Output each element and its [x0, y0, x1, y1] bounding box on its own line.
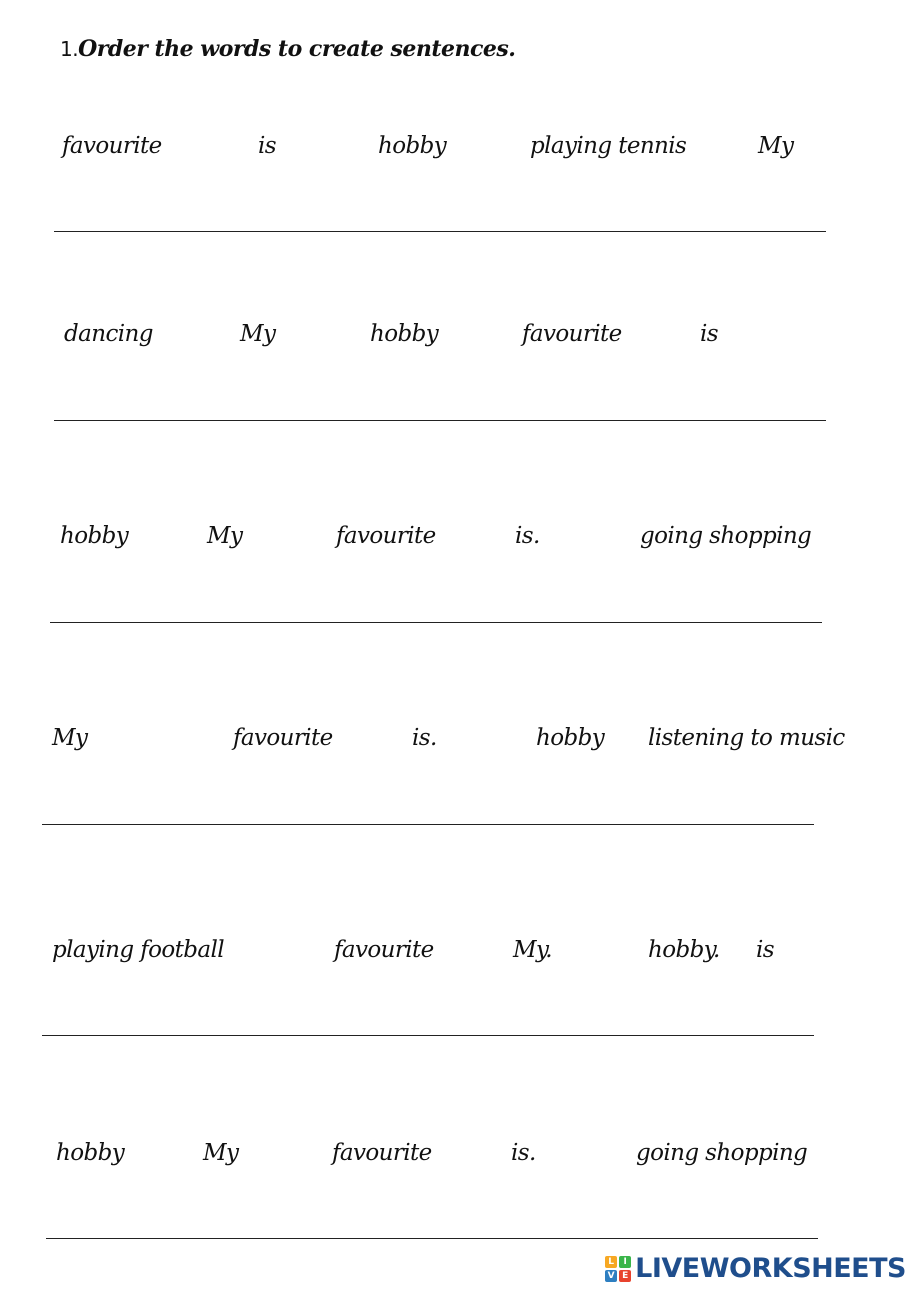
- word-tile[interactable]: favourite: [336, 523, 436, 549]
- word-tile[interactable]: playing football: [52, 937, 224, 963]
- word-tile[interactable]: favourite: [62, 133, 162, 159]
- exercise-1-answer-line[interactable]: [54, 231, 826, 232]
- word-tile[interactable]: is.: [412, 725, 437, 751]
- word-tile[interactable]: is.: [515, 523, 540, 549]
- word-tile[interactable]: is: [700, 321, 718, 347]
- logo-tile-v: V: [605, 1270, 617, 1282]
- word-tile[interactable]: hobby: [60, 523, 129, 549]
- word-tile[interactable]: My: [207, 523, 243, 549]
- exercise-2-word-bank: [0, 321, 918, 361]
- word-tile[interactable]: listening to music: [648, 725, 845, 751]
- word-tile[interactable]: favourite: [332, 1140, 432, 1166]
- exercise-4-word-bank: [0, 725, 918, 765]
- exercise-4-answer-line[interactable]: [42, 824, 814, 825]
- exercise-5-word-bank: [0, 937, 918, 977]
- exercise-5-answer-line[interactable]: [42, 1035, 814, 1036]
- liveworksheets-logo: [605, 1253, 906, 1284]
- exercise-3-word-bank: [0, 523, 918, 563]
- word-tile[interactable]: hobby.: [648, 937, 720, 963]
- logo-tile-e: E: [619, 1270, 631, 1282]
- word-tile[interactable]: favourite: [522, 321, 622, 347]
- word-tile[interactable]: going shopping: [636, 1140, 808, 1166]
- word-tile[interactable]: playing tennis: [530, 133, 687, 159]
- word-tile[interactable]: My: [52, 725, 88, 751]
- word-tile[interactable]: is.: [511, 1140, 536, 1166]
- word-tile[interactable]: My: [758, 133, 794, 159]
- instruction-title: [60, 36, 515, 62]
- word-tile[interactable]: is: [756, 937, 774, 963]
- instruction-number: 1.: [60, 37, 79, 61]
- liveworksheets-logo-text: LIVEWORKSHEETS: [635, 1253, 906, 1284]
- word-tile[interactable]: favourite: [233, 725, 333, 751]
- word-tile[interactable]: hobby: [378, 133, 447, 159]
- word-tile[interactable]: is: [258, 133, 276, 159]
- word-tile[interactable]: favourite: [334, 937, 434, 963]
- word-tile[interactable]: My: [203, 1140, 239, 1166]
- exercise-6-answer-line[interactable]: [46, 1238, 818, 1239]
- exercise-2-answer-line[interactable]: [54, 420, 826, 421]
- exercise-6-word-bank: [0, 1140, 918, 1180]
- word-tile[interactable]: My: [240, 321, 276, 347]
- word-tile[interactable]: My.: [513, 937, 553, 963]
- word-tile[interactable]: going shopping: [640, 523, 812, 549]
- word-tile[interactable]: dancing: [64, 321, 153, 347]
- exercise-1-word-bank: [0, 133, 918, 173]
- logo-tile-i: I: [619, 1256, 631, 1268]
- word-tile[interactable]: hobby: [56, 1140, 125, 1166]
- logo-tile-l: L: [605, 1256, 617, 1268]
- instruction-text: Order the words to create sentences.: [78, 36, 516, 62]
- word-tile[interactable]: hobby: [370, 321, 439, 347]
- liveworksheets-logo-icon: [605, 1256, 631, 1282]
- word-tile[interactable]: hobby: [536, 725, 605, 751]
- exercise-3-answer-line[interactable]: [50, 622, 822, 623]
